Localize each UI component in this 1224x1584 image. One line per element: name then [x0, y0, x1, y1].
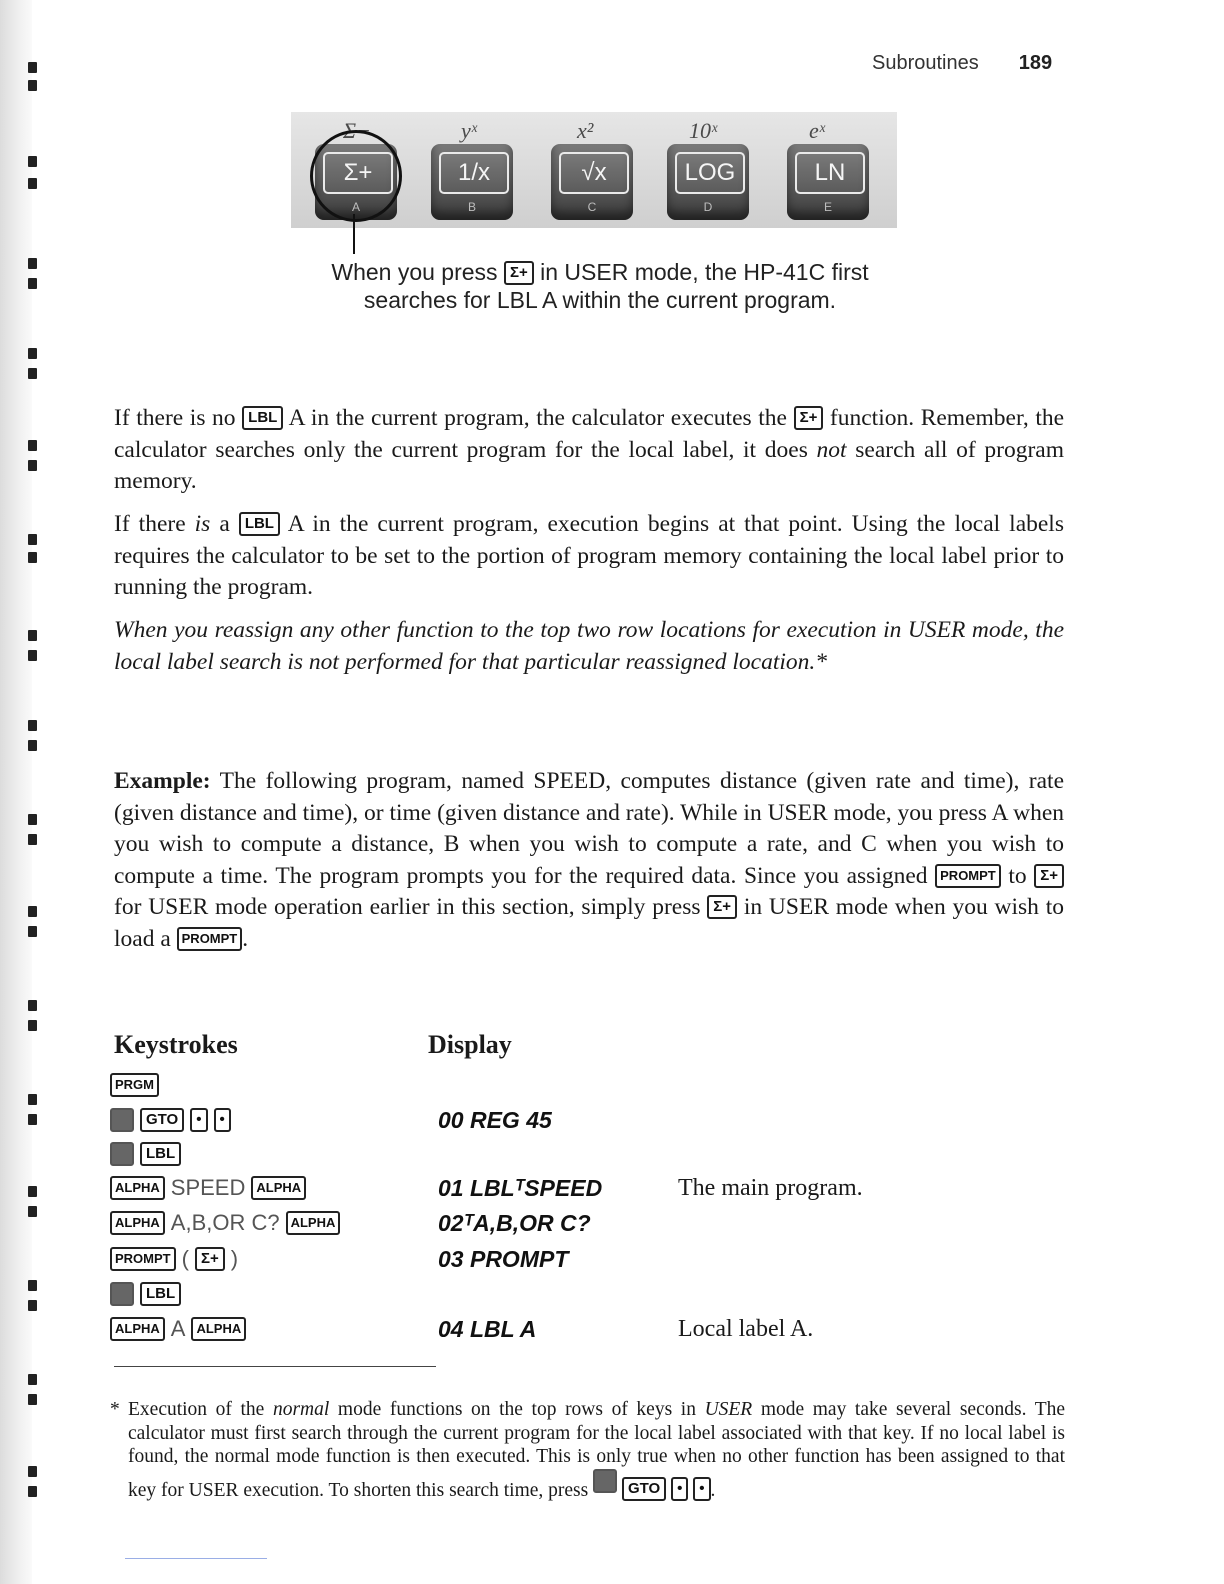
- photo-caption: [290, 258, 910, 314]
- gto-key-icon: GTO: [140, 1108, 184, 1132]
- alpha-key-icon: ALPHA: [110, 1176, 165, 1200]
- keystroke-row: [110, 1208, 340, 1238]
- punch-hole: [28, 440, 37, 451]
- punch-hole: [28, 552, 37, 563]
- shift-label: x²: [577, 118, 594, 143]
- photo-key-sub: C: [587, 200, 597, 214]
- punch-hole: [28, 1020, 37, 1031]
- sigma-plus-key-icon: Σ+: [794, 406, 824, 430]
- punch-hole: [28, 1374, 37, 1385]
- keystrokes-header: Keystrokes: [114, 1030, 238, 1059]
- punch-hole: [28, 926, 37, 937]
- keystroke-row: [110, 1314, 246, 1344]
- lbl-key-icon: LBL: [239, 512, 280, 536]
- shift-key-icon: [110, 1282, 134, 1306]
- photo-key-label: √x: [559, 152, 629, 194]
- photo-key-sub: B: [467, 200, 476, 214]
- paragraph-no-label: [114, 403, 1064, 498]
- text: to: [1008, 862, 1027, 889]
- punch-hole: [28, 1300, 37, 1311]
- caption-text: in USER mode, the HP-41C first: [540, 259, 869, 285]
- display-line: 00 REG 45: [438, 1107, 552, 1133]
- page-number: 189: [1018, 52, 1053, 74]
- keystroke-row: [110, 1070, 159, 1100]
- footnote: [110, 1398, 1065, 1502]
- keystroke-text: A,B,OR C?: [170, 1210, 280, 1235]
- display-line: 01 LBLᵀSPEED: [438, 1175, 603, 1201]
- photo-key-label: LN: [795, 152, 865, 194]
- sigma-plus-key-icon: Σ+: [195, 1247, 225, 1271]
- text: Execution of the: [128, 1399, 265, 1420]
- decimal-key-icon: •: [214, 1108, 231, 1132]
- emphasis: not: [816, 436, 847, 463]
- prompt-key-icon: PROMPT: [935, 864, 1001, 888]
- punch-hole: [28, 1394, 37, 1405]
- alpha-key-icon: ALPHA: [286, 1211, 341, 1235]
- photo-key-sub: A: [351, 200, 360, 214]
- shift-label: Σ−: [343, 118, 371, 143]
- keystroke-text: A: [170, 1316, 186, 1341]
- emphasis: is: [194, 511, 211, 537]
- punch-hole: [28, 1094, 37, 1105]
- photo-key-label: 1/x: [439, 152, 509, 194]
- punch-hole: [28, 814, 37, 825]
- punch-hole: [28, 368, 37, 379]
- example-label: Example:: [114, 768, 211, 794]
- paren-close: ): [230, 1246, 239, 1271]
- sigma-plus-key-icon: Σ+: [707, 895, 737, 919]
- paragraph-reassign-note: [114, 615, 1064, 678]
- text: mode functions on the top rows of keys in: [337, 1399, 696, 1420]
- shift-key-icon: [593, 1469, 617, 1493]
- punch-hole: [28, 1486, 37, 1497]
- punch-hole: [28, 348, 37, 359]
- sigma-plus-key-icon: Σ+: [504, 261, 534, 285]
- punch-hole: [28, 1280, 37, 1291]
- display-header: Display: [428, 1030, 512, 1059]
- display-line: 04 LBL A: [438, 1316, 537, 1342]
- decimal-key-icon: •: [190, 1108, 207, 1132]
- shift-label: eˣ: [809, 118, 825, 143]
- text: When you reassign any other function to the top two row locations for execution in USER mode, the local label search is not performed for that particular reassigned location.*: [114, 617, 1064, 675]
- shift-key-icon: [110, 1142, 134, 1166]
- keystroke-row: [110, 1105, 231, 1135]
- keystroke-row: [110, 1173, 306, 1203]
- caption-text: When you press: [331, 259, 498, 285]
- punch-hole: [28, 534, 37, 545]
- text: The following program, named SPEED, computes distance (given rate and time), rate (given distance and time), or time (given distance and rate). While in USER mode, you press A when you wish to compute a distance, B when you wish to compute a rate, and C when you wish to compute a time. The program prompts you for the required data. Since you assigned: [114, 768, 1065, 889]
- paragraph-label-exists: [114, 509, 1064, 604]
- caption-text: searches for LBL A within the current program.: [363, 287, 837, 313]
- example-paragraph: [114, 766, 1064, 955]
- section-title: Subroutines: [872, 52, 979, 74]
- punch-hole: [28, 1206, 37, 1217]
- keystroke-text: SPEED: [170, 1175, 246, 1200]
- gto-key-icon: GTO: [622, 1477, 666, 1501]
- photo-key: [667, 144, 749, 220]
- text: If there is no: [114, 405, 236, 431]
- text: function. Remember, the calculator searches only the current program for the local label, it does: [114, 405, 1065, 463]
- sigma-plus-key-icon: Σ+: [1034, 864, 1064, 888]
- punch-hole: [28, 1466, 37, 1477]
- text: search all of program memory.: [114, 436, 1065, 494]
- text: A in the current program, the calculator executes the: [288, 405, 787, 431]
- punch-hole: [28, 630, 37, 641]
- row-note: The main program.: [678, 1175, 863, 1201]
- punch-hole: [28, 460, 37, 471]
- punch-hole: [28, 906, 37, 917]
- text: for USER mode operation earlier in this section, simply press: [114, 894, 701, 920]
- decimal-key-icon: •: [671, 1477, 688, 1501]
- punch-hole: [28, 720, 37, 731]
- emphasis: normal: [272, 1399, 330, 1420]
- callout-line: [353, 214, 355, 254]
- lbl-key-icon: LBL: [242, 406, 283, 430]
- footnote-rule: [114, 1366, 436, 1367]
- text: in USER mode when you wish to load a: [114, 894, 1064, 952]
- text: mode may take several seconds. The calculator must first search through the current program for the local label associated with that key. If no local label is found, the normal mode function is then executed. This is only true when no other function has been assigned to that key for USER execution. To shorten this search time, press: [128, 1399, 1066, 1501]
- punch-hole: [28, 156, 37, 167]
- photo-key: [431, 144, 513, 220]
- decimal-key-icon: •: [693, 1477, 710, 1501]
- display-line: 03 PROMPT: [438, 1246, 569, 1272]
- text: .: [710, 1479, 716, 1501]
- binding-edge: [0, 0, 32, 1584]
- footnote-body: [128, 1398, 1065, 1502]
- keystroke-row: [110, 1139, 181, 1169]
- alpha-key-icon: ALPHA: [110, 1317, 165, 1341]
- punch-hole: [28, 740, 37, 751]
- punch-hole: [28, 650, 37, 661]
- punch-hole: [28, 258, 37, 269]
- photo-key: [551, 144, 633, 220]
- prgm-key-icon: PRGM: [110, 1073, 159, 1097]
- punch-hole: [28, 278, 37, 289]
- prompt-key-icon: PROMPT: [110, 1247, 176, 1271]
- keystroke-row: [110, 1244, 238, 1274]
- highlight-circle: [310, 130, 402, 222]
- lbl-key-icon: LBL: [140, 1282, 181, 1306]
- punch-hole: [28, 1114, 37, 1125]
- shift-key-icon: [110, 1108, 134, 1132]
- punch-hole: [28, 178, 37, 189]
- emphasis: USER: [704, 1399, 753, 1420]
- alpha-key-icon: ALPHA: [191, 1317, 246, 1341]
- photo-key-sub: E: [823, 200, 832, 214]
- text: a: [219, 511, 230, 537]
- row-note: Local label A.: [678, 1316, 814, 1342]
- footnote-marker: *: [110, 1399, 120, 1420]
- bottom-underline: [125, 1558, 267, 1559]
- text: .: [242, 925, 249, 952]
- shift-label: yˣ: [461, 118, 477, 143]
- shift-label: 10ˣ: [689, 118, 718, 143]
- prompt-key-icon: PROMPT: [177, 927, 243, 951]
- alpha-key-icon: ALPHA: [251, 1176, 306, 1200]
- photo-key-label: LOG: [675, 152, 745, 194]
- punch-hole: [28, 80, 37, 91]
- alpha-key-icon: ALPHA: [110, 1211, 165, 1235]
- photo-key: [787, 144, 869, 220]
- photo-key-sub: D: [703, 200, 713, 214]
- photo-key-label: Σ+: [323, 152, 393, 194]
- punch-hole: [28, 1186, 37, 1197]
- punch-hole: [28, 834, 37, 845]
- paren-open: (: [181, 1246, 189, 1271]
- punch-hole: [28, 62, 37, 73]
- page-header: [872, 52, 1052, 75]
- text: A in the current program, execution begins at that point. Using the local labels requires the calculator to be set to the portion of program memory containing the local label prior to running the program.: [114, 511, 1064, 600]
- display-line: 02ᵀA,B,OR C?: [438, 1210, 591, 1236]
- punch-hole: [28, 1000, 37, 1011]
- lbl-key-icon: LBL: [140, 1142, 181, 1166]
- keystroke-row: [110, 1279, 181, 1309]
- text: If there: [114, 511, 186, 537]
